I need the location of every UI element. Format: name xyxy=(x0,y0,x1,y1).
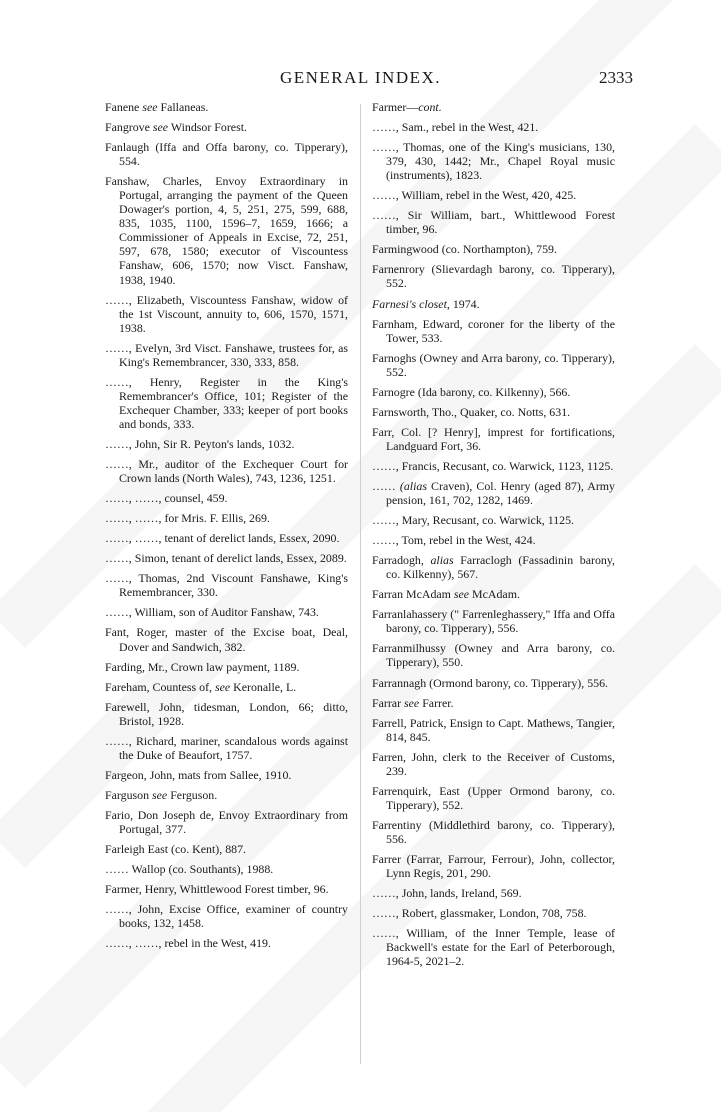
index-entry xyxy=(372,405,615,419)
index-entry xyxy=(372,317,615,345)
index-entry-text: Farrentiny (Middlethird barony, co. Tipperary), 556. xyxy=(372,817,615,846)
index-entry-text: ……, ……, tenant of derelict lands, Essex, 2090. xyxy=(105,531,340,546)
index-entry xyxy=(105,174,348,286)
index-entry xyxy=(372,533,615,547)
index-entry-text: Fareham, Countess of, xyxy=(105,679,215,694)
index-entry-text: see xyxy=(214,679,231,694)
index-entry-text: Fario, Don Joseph de, Envoy Extraordinary from Portugal, 377. xyxy=(105,807,348,836)
index-entry-text: ……, John, Sir R. Peyton's lands, 1032. xyxy=(105,436,295,451)
index-entry-text: Farleigh East (co. Kent), 887. xyxy=(105,842,246,857)
index-column-left xyxy=(105,100,348,956)
index-entry-text: ……, Simon, tenant of derelict lands, Essex, 2089. xyxy=(105,551,347,566)
index-entry-text: Keronalle, L. xyxy=(230,679,297,694)
index-entry-text: see xyxy=(453,587,470,602)
index-entry xyxy=(105,457,348,485)
index-entry-text: see xyxy=(404,695,420,710)
index-entry xyxy=(105,788,348,802)
index-entry xyxy=(105,100,348,114)
index-entry xyxy=(105,680,348,694)
column-divider xyxy=(360,104,361,1064)
index-entry-text: Fanlaugh (Iffa and Offa barony, co. Tipperary), 554. xyxy=(105,140,348,169)
index-entry xyxy=(372,784,615,812)
index-entry-text: ……, Mary, Recusant, co. Warwick, 1125. xyxy=(372,513,575,528)
index-entry xyxy=(105,842,348,856)
index-entry-text: (alias xyxy=(399,478,427,493)
index-entry xyxy=(372,587,615,601)
index-entry xyxy=(105,902,348,930)
index-entry-text: ……, ……, counsel, 459. xyxy=(105,491,228,506)
index-entry-text: Farranmilhussy (Owney and Arra barony, co. Tipperary), 550. xyxy=(372,641,615,670)
index-entry xyxy=(372,385,615,399)
index-entry xyxy=(372,906,615,920)
index-entry-text: Farren, John, clerk to the Receiver of Customs, 239. xyxy=(372,749,615,778)
index-entry xyxy=(105,660,348,674)
index-entry-text: Farrar xyxy=(372,695,405,710)
index-entry xyxy=(372,750,615,778)
index-entry-text: Fargeon, John, mats from Sallee, 1910. xyxy=(105,767,292,782)
index-entry xyxy=(372,297,615,311)
index-entry xyxy=(105,511,348,525)
index-entry-text: Farnham, Edward, coroner for the liberty of the Tower, 533. xyxy=(372,316,615,345)
index-entry-text: Farnogre (Ida barony, co. Kilkenny), 566. xyxy=(372,384,571,399)
index-entry xyxy=(105,625,348,653)
index-entry xyxy=(372,120,615,134)
index-entry-text: ……, Sir William, bart., Whittlewood Forest timber, 96. xyxy=(372,208,615,237)
index-entry-text: Farrenquirk, East (Upper Ormond barony, co. Tipperary), 552. xyxy=(372,783,615,812)
index-entry-text: ……, Thomas, one of the King's musicians, 130, 379, 430, 1442; Mr., Chapel Royal music (instruments), 1823. xyxy=(372,140,615,183)
index-entry xyxy=(372,479,615,507)
index-entry-text: ……, Evelyn, 3rd Visct. Fanshawe, trustees for, as King's Remembrancer, 330, 333, 858. xyxy=(105,340,348,369)
index-entry xyxy=(372,607,615,635)
index-entry xyxy=(105,808,348,836)
index-entry-text: Fallaneas. xyxy=(157,100,209,114)
index-entry xyxy=(372,208,615,236)
index-entry-text: Farradogh, xyxy=(372,553,431,568)
index-entry-text: ……, William, of the Inner Temple, lease of Backwell's estate for the Earl of Peterborough, 1964-5, 2021–2. xyxy=(372,926,615,969)
page-number: 2333 xyxy=(599,68,633,87)
index-entry-text: Farranlahassery (" Farrenleghassery," Iffa and Offa barony, co. Tipperary), 556. xyxy=(372,607,615,636)
index-entry-text: Windsor Forest. xyxy=(168,120,247,135)
index-entry-text: Farding, Mr., Crown law payment, 1189. xyxy=(105,659,300,674)
index-column-right xyxy=(372,100,615,974)
index-entry-text: ……, John, lands, Ireland, 569. xyxy=(372,886,522,901)
index-entry xyxy=(372,818,615,846)
index-entry-text: ……, Francis, Recusant, co. Warwick, 1123, 1125. xyxy=(372,458,614,473)
index-entry-text: ……, Mr., auditor of the Exchequer Court for Crown lands (North Wales), 743, 1236, 1251. xyxy=(105,457,348,486)
index-entry-text: Farrell, Patrick, Ensign to Capt. Mathews, Tangier, 814, 845. xyxy=(372,715,615,744)
index-entry xyxy=(372,100,615,114)
index-entry-text: see xyxy=(152,120,169,135)
index-entry-text: Farrannagh (Ormond barony, co. Tipperary), 556. xyxy=(372,675,609,690)
index-entry-text: , 1974. xyxy=(446,296,480,311)
index-entry-text: Fanene xyxy=(105,100,143,114)
index-entry xyxy=(372,926,615,968)
index-entry xyxy=(105,437,348,451)
index-entry-text: Farnoghs (Owney and Arra barony, co. Tipperary), 552. xyxy=(372,350,615,379)
index-entry xyxy=(105,768,348,782)
index-entry-text: Farnesi's closet xyxy=(372,296,447,311)
index-entry xyxy=(105,936,348,950)
index-entry xyxy=(105,571,348,599)
index-entry xyxy=(372,886,615,900)
index-entry-text: see xyxy=(142,100,158,114)
index-entry xyxy=(372,351,615,379)
index-entry-text: ……, Sam., rebel in the West, 421. xyxy=(372,120,539,135)
index-entry xyxy=(105,293,348,335)
index-entry-text: alias xyxy=(430,553,454,568)
index-entry-text: ……, ……, rebel in the West, 419. xyxy=(105,936,271,951)
index-entry-text: Fanshaw, Charles, Envoy Extraordinary in Portugal, arranging the payment of the Queen Dowager's portion, 4, 5, 251, 275, 599, 688, 835, 1035, 1100, 1596–7, 1659, 1666; a Commissioner of Appeals in Excise, 72, 251, 597, 678, 1580; executor of Viscountess Fanshaw, 606, 1570; now Visct. Fanshaw, 1938, 1940. xyxy=(105,174,348,287)
index-entry-text: ……, Thomas, 2nd Viscount Fanshawe, King's Remembrancer, 330. xyxy=(105,571,348,600)
index-entry xyxy=(105,862,348,876)
index-entry xyxy=(105,882,348,896)
index-entry xyxy=(372,852,615,880)
index-entry xyxy=(372,459,615,473)
index-entry-text: Fangrove xyxy=(105,120,153,135)
index-entry-text: see xyxy=(152,787,168,802)
index-entry-text: Farmer— xyxy=(372,100,419,114)
index-entry xyxy=(372,696,615,710)
index-entry xyxy=(105,700,348,728)
index-entry-text: Ferguson. xyxy=(167,787,218,802)
index-entry-text: Farewell, John, tidesman, London, 66; ditto, Bristol, 1928. xyxy=(105,699,348,728)
index-entry-text: …… xyxy=(372,478,400,493)
page-header xyxy=(0,68,721,92)
index-entry xyxy=(372,262,615,290)
page-title: GENERAL INDEX. xyxy=(279,68,442,87)
index-entry-text: McAdam. xyxy=(469,587,520,602)
index-entry-text: Farguson xyxy=(105,787,153,802)
index-entry-text: Farnenrory (Slievardagh barony, co. Tipperary), 552. xyxy=(372,262,615,291)
index-entry xyxy=(372,676,615,690)
index-entry-text: Fant, Roger, master of the Excise boat, Deal, Dover and Sandwich, 382. xyxy=(105,625,348,654)
index-entry xyxy=(372,716,615,744)
index-entry-text: ……, William, rebel in the West, 420, 425. xyxy=(372,188,577,203)
index-entry xyxy=(372,242,615,256)
index-entry-text: Farrer. xyxy=(419,695,454,710)
index-entry-text: Farr, Col. [? Henry], imprest for fortifications, Landguard Fort, 36. xyxy=(372,424,615,453)
index-entry-text: ……, Robert, glassmaker, London, 708, 758. xyxy=(372,906,587,921)
index-entry xyxy=(105,734,348,762)
index-entry-text: ……, John, Excise Office, examiner of country books, 132, 1458. xyxy=(105,902,348,931)
index-entry-text: …… Wallop (co. Southants), 1988. xyxy=(105,862,274,877)
index-entry xyxy=(372,188,615,202)
index-entry xyxy=(372,140,615,182)
index-entry-text: Farmingwood (co. Northampton), 759. xyxy=(372,242,557,257)
index-entry-text: ……, William, son of Auditor Fanshaw, 743. xyxy=(105,605,319,620)
index-entry-text: ……, Tom, rebel in the West, 424. xyxy=(372,533,536,548)
index-entry xyxy=(105,140,348,168)
index-entry-text: Craven), Col. Henry (aged 87), Army pension, 161, 702, 1282, 1469. xyxy=(386,478,615,508)
index-entry xyxy=(105,491,348,505)
index-entry xyxy=(105,120,348,134)
index-entry-text: Farrer (Farrar, Farrour, Ferrour), John, collector, Lynn Regis, 201, 290. xyxy=(372,851,615,881)
index-entry-text: Farran McAdam xyxy=(372,587,454,602)
index-entry xyxy=(105,605,348,619)
index-entry xyxy=(372,553,615,581)
index-entry xyxy=(372,513,615,527)
index-entry xyxy=(372,425,615,453)
index-entry-text: Farnsworth, Tho., Quaker, co. Notts, 631. xyxy=(372,404,571,419)
index-entry-text: Farmer, Henry, Whittlewood Forest timber, 96. xyxy=(105,882,329,897)
index-entry xyxy=(105,375,348,431)
index-entry-text: Farraclogh (Fassadinin barony, co. Kilkenny), 567. xyxy=(386,553,615,582)
index-entry xyxy=(372,641,615,669)
index-entry-text: ……, Richard, mariner, scandalous words against the Duke of Beaufort, 1757. xyxy=(105,733,348,762)
index-entry xyxy=(105,551,348,565)
index-entry-text: cont. xyxy=(418,100,442,114)
index-entry-text: ……, Elizabeth, Viscountess Fanshaw, widow of the 1st Viscount, annuity to, 606, 1570, 1571, 1938. xyxy=(105,292,348,335)
index-entry-text: ……, Henry, Register in the King's Remembrancer's Office, 101; Register of the Exchequer Chamber, 333; keeper of port books and bonds, 333. xyxy=(105,374,348,431)
index-entry-text: ……, ……, for Mris. F. Ellis, 269. xyxy=(105,511,270,526)
index-entry xyxy=(105,341,348,369)
index-entry xyxy=(105,531,348,545)
